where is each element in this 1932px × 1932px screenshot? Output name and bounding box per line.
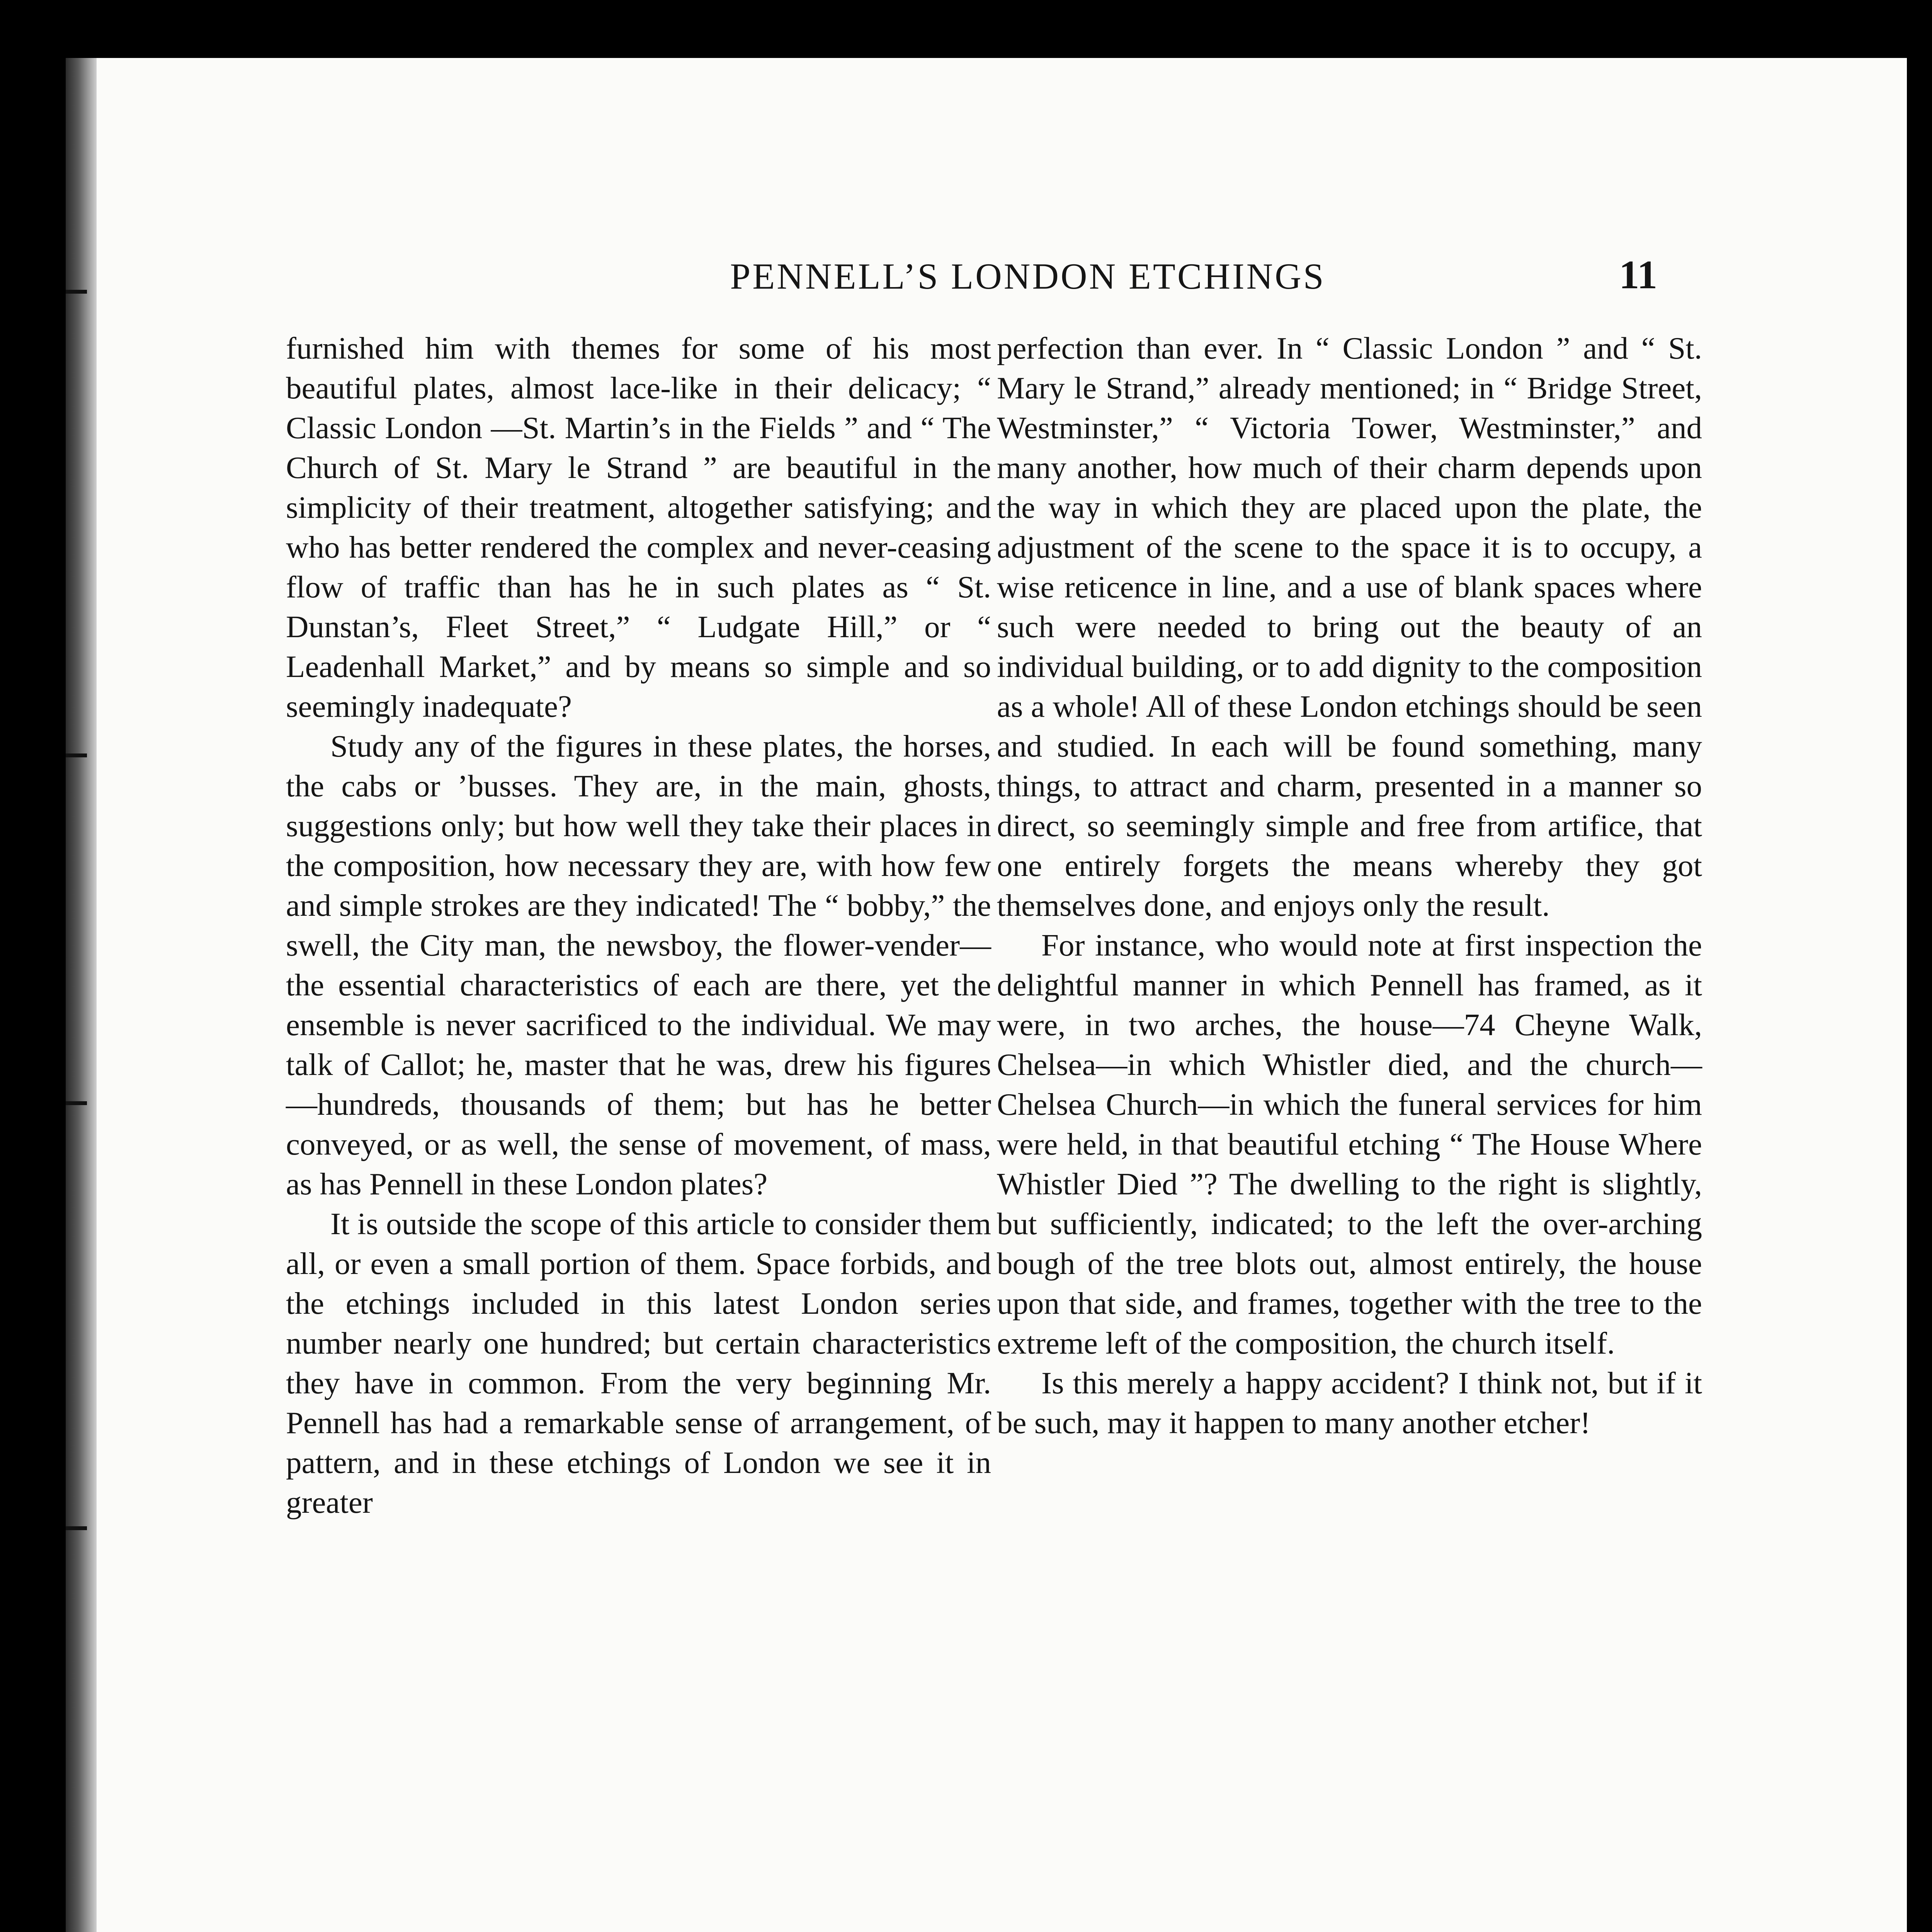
article-right-column <box>997 328 1702 1443</box>
running-title: PENNELL’S LONDON ETCHINGS <box>730 256 1326 297</box>
article-paragraph: It is outside the scope of this article to consider them all, or even a small portion of them. Space forbids, and the etchings included in this latest London series number nearly one hundred; but certain characteristics they have in common. From the very beginning Mr. Pennell has had a remarkable sense of arrangement, of pattern, and in these etchings of London we see it in greater <box>286 1206 991 1520</box>
article-paragraph: perfection than ever. In “ Classic London ” and “ St. Mary le Strand,” already mentioned; in “ Bridge Street, Westminster,” “ Victoria Tower, Westminster,” and many another, how much of their charm depends upon the way in which they are placed upon the plate, the adjustment of the scene to the space it is to occupy, a wise reticence in line, and a use of blank spaces where such were needed to bring out the beauty of an individual building, or to add dignity to the composition as a whole! All of these London etchings should be seen and studied. In each will be found something, many things, to attract and charm, presented in a manner so direct, so seemingly simple and free from artifice, that one entirely forgets the means whereby they got themselves done, and enjoys only the result. <box>997 331 1702 923</box>
article-paragraph: furnished him with themes for some of his most beautiful plates, almost lace-like in their delicacy; “ Classic London —St. Martin’s in the Fields ” and “ The Church of St. Mary le Strand ” are beautiful in the simplicity of their treatment, altogether satisfying; and who has better rendered the complex and never-ceasing flow of traffic than has he in such plates as “ St. Dunstan’s, Fleet Street,” “ Ludgate Hill,” or “ Leadenhall Market,” and by means so simple and so seemingly inadequate? <box>286 331 991 724</box>
article-paragraph: Is this merely a happy accident? I think not, but if it be such, may it happen to many another etcher! <box>997 1366 1702 1440</box>
article-left-column <box>286 328 991 1522</box>
article-paragraph: For instance, who would note at first inspection the delightful manner in which Pennell has framed, as it were, in two arches, the house—74 Cheyne Walk, Chelsea—in which Whistler died, and the church—Chelsea Church—in which the funeral services for him were held, in that beautiful etching “ The House Where Whistler Died ”? The dwelling to the right is slightly, but sufficiently, indicated; to the left the over-arching bough of the tree blots out, almost entirely, the house upon that side, and frames, together with the tree to the extreme left of the composition, the church itself. <box>997 928 1702 1361</box>
binding-marks <box>66 290 89 1932</box>
page-number: 11 <box>1619 252 1658 297</box>
article-paragraph: Study any of the figures in these plates, the horses, the cabs or ’busses. They are, in the main, ghosts, suggestions only; but how well they take their places in the composition, how necessary they are, with how few and simple strokes are they indicated! The “ bobby,” the swell, the City man, the newsboy, the flower-vender—the essential characteristics of each are there, yet the ensemble is never sacrificed to the individual. We may talk of Callot; he, master that he was, drew his figures—hundreds, thousands of them; but has he better conveyed, or as well, the sense of movement, of mass, as has Pennell in these London plates? <box>286 729 991 1201</box>
